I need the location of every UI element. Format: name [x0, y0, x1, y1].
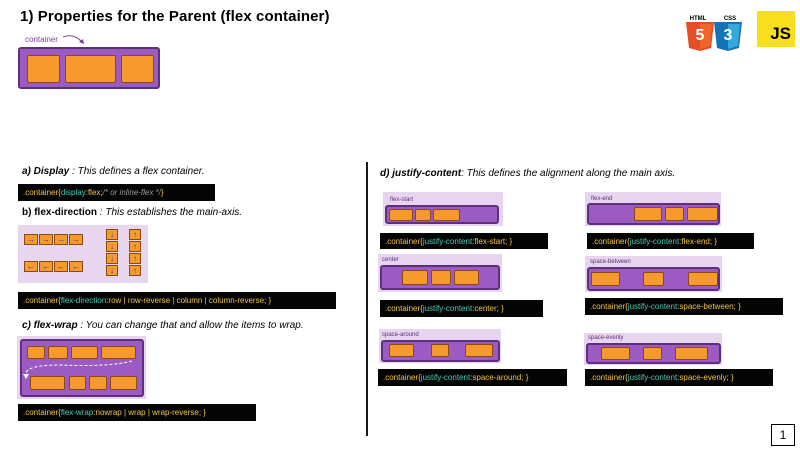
flex-item — [389, 344, 414, 357]
code-value: flex — [87, 188, 101, 197]
column-item: ↓ — [106, 265, 118, 276]
code-colon: : — [472, 236, 475, 246]
code-colon: : — [470, 373, 473, 382]
column-reverse-item: ↑ — [129, 253, 141, 264]
code-prop: justify-content — [422, 304, 473, 313]
flex-item — [643, 272, 664, 286]
row-item: → — [39, 234, 53, 245]
code-prop: justify-content — [422, 236, 473, 246]
code-brace: { — [58, 296, 61, 305]
wrap-arrow-icon — [20, 339, 144, 397]
code-colon: : — [106, 296, 109, 305]
column-item: ↓ — [106, 241, 118, 252]
code-colon: : — [93, 408, 96, 417]
flex-item — [591, 272, 620, 286]
javascript-logo: JS — [757, 11, 795, 47]
code-selector: .container — [23, 296, 59, 305]
code-selector: .container — [385, 304, 421, 313]
code-selector: .container — [23, 408, 59, 417]
row-reverse-item: ← — [24, 261, 38, 272]
flex-start-code — [380, 233, 548, 249]
flex-item — [121, 55, 154, 83]
html5-css3-logo — [684, 12, 744, 52]
code-prop: flex-direction — [60, 296, 107, 305]
code-value: flex-end — [681, 236, 710, 246]
page-number: 1 — [771, 424, 795, 446]
column-item: ↓ — [106, 253, 118, 264]
row-item: → — [24, 234, 38, 245]
code-colon: : — [677, 373, 680, 382]
code-brace: ; } — [521, 373, 529, 382]
display-heading-label: a) Display — [22, 166, 70, 177]
page-title: 1) Properties for the Parent (flex container) — [20, 8, 330, 25]
center-illustration — [380, 265, 500, 290]
space-between-code — [585, 298, 783, 315]
display-heading-desc: : This defines a flex container. — [69, 166, 205, 177]
space-around-illustration — [381, 340, 500, 362]
flex-wrap-code — [18, 404, 256, 421]
flex-wrap-heading-label: c) flex-wrap — [22, 320, 78, 331]
code-prop: flex-wrap — [60, 408, 94, 417]
flex-direction-illustration — [18, 225, 148, 283]
code-brace: ; } — [496, 304, 504, 313]
flex-item — [65, 55, 116, 83]
column-item: ↓ — [106, 229, 118, 240]
row-reverse-item: ← — [39, 261, 53, 272]
code-comment: /* or inline-flex */ — [102, 188, 161, 197]
code-value: nowrap | wrap | wrap-reverse — [95, 408, 199, 417]
flex-item — [433, 209, 460, 221]
code-selector: .container — [383, 373, 419, 382]
display-heading — [22, 166, 205, 177]
space-between-illustration — [587, 267, 720, 291]
code-selector: .container — [590, 302, 626, 311]
code-value: space-evenly — [679, 373, 727, 382]
flex-end-illustration — [587, 203, 720, 225]
column-divider — [366, 162, 368, 436]
code-brace: ; } — [733, 302, 741, 311]
svg-text:3: 3 — [723, 27, 733, 44]
flex-item — [687, 207, 718, 221]
row-reverse-item: ← — [69, 261, 83, 272]
justify-content-heading — [380, 168, 675, 179]
code-value: flex-start — [474, 236, 506, 246]
flex-item — [688, 272, 718, 286]
container-illustration — [18, 47, 160, 89]
flex-wrap-heading — [22, 320, 304, 331]
space-between-label: space-between — [590, 259, 631, 265]
flex-item — [402, 270, 428, 285]
flex-direction-heading — [22, 207, 242, 218]
flex-end-code — [587, 233, 754, 249]
row-item: → — [54, 234, 68, 245]
flex-item — [431, 270, 451, 285]
flex-item — [465, 344, 493, 357]
code-sep: ; — [100, 188, 103, 197]
column-reverse-item: ↑ — [129, 241, 141, 252]
svg-text:5: 5 — [695, 27, 705, 44]
flex-wrap-illustration — [20, 339, 144, 397]
flex-item — [665, 207, 684, 221]
code-colon: : — [472, 304, 475, 313]
code-brace: { — [627, 236, 630, 246]
code-brace: ; } — [505, 236, 513, 246]
code-brace: { — [625, 373, 628, 382]
code-selector: .container — [590, 373, 626, 382]
display-code — [18, 184, 215, 201]
flex-start-illustration — [385, 205, 499, 224]
space-evenly-label: space-evenly — [588, 335, 624, 341]
code-selector: .container — [592, 236, 628, 246]
code-prop: justify-content — [420, 373, 471, 382]
code-brace: { — [58, 188, 61, 197]
container-label: container — [25, 35, 58, 44]
row-item: → — [69, 234, 83, 245]
code-selector: .container — [23, 188, 59, 197]
code-prop: justify-content — [627, 302, 678, 311]
code-prop: justify-content — [629, 236, 680, 246]
code-prop: display — [60, 188, 86, 197]
flex-item — [389, 209, 413, 221]
space-around-code — [378, 369, 567, 386]
center-code — [380, 300, 543, 317]
center-label: center — [382, 257, 399, 263]
code-brace: { — [420, 236, 423, 246]
flex-end-label: flex-end — [591, 196, 613, 202]
justify-content-heading-label: d) justify-content — [380, 168, 462, 179]
flex-item — [431, 344, 449, 357]
code-brace: ; } — [709, 236, 717, 246]
code-value: row | row-reverse | column | column-reverse — [108, 296, 265, 305]
code-colon: : — [677, 302, 680, 311]
column-reverse-item: ↑ — [129, 265, 141, 276]
code-brace: { — [58, 408, 61, 417]
flex-wrap-heading-desc: : You can change that and allow the items to wrap. — [77, 320, 304, 331]
code-colon: : — [85, 188, 88, 197]
flex-item — [601, 347, 630, 360]
code-brace: ; } — [726, 373, 734, 382]
code-value: center — [474, 304, 497, 313]
flex-direction-heading-label: b) flex-direction — [22, 207, 98, 218]
code-colon: : — [679, 236, 682, 246]
code-selector: .container — [385, 236, 421, 246]
flex-direction-code — [18, 292, 336, 309]
flex-direction-heading-desc: : This establishes the main-axis. — [97, 207, 243, 218]
flex-item — [643, 347, 662, 360]
space-evenly-illustration — [586, 343, 721, 364]
space-around-label: space-around — [382, 332, 419, 338]
flex-item — [454, 270, 479, 285]
column-reverse-item: ↑ — [129, 229, 141, 240]
flex-item — [634, 207, 662, 221]
flex-item — [675, 347, 708, 360]
row-reverse-item: ← — [54, 261, 68, 272]
code-brace: { — [625, 302, 628, 311]
flex-start-label: flex-start — [390, 197, 414, 203]
curved-arrow-icon — [62, 33, 88, 47]
code-brace: } — [160, 188, 164, 197]
css-logo-text: CSS — [723, 16, 737, 22]
flex-item — [415, 209, 431, 221]
code-brace: ; } — [264, 296, 272, 305]
code-brace: { — [420, 304, 423, 313]
code-value: space-around — [472, 373, 522, 382]
code-prop: justify-content — [627, 373, 678, 382]
code-value: space-between — [679, 302, 734, 311]
justify-content-heading-desc: : This defines the alignment along the main axis. — [461, 168, 676, 179]
space-evenly-code — [585, 369, 773, 386]
code-brace: ; } — [198, 408, 206, 417]
html-logo-text: HTML — [689, 16, 707, 22]
flex-item — [27, 55, 60, 83]
code-brace: { — [418, 373, 421, 382]
